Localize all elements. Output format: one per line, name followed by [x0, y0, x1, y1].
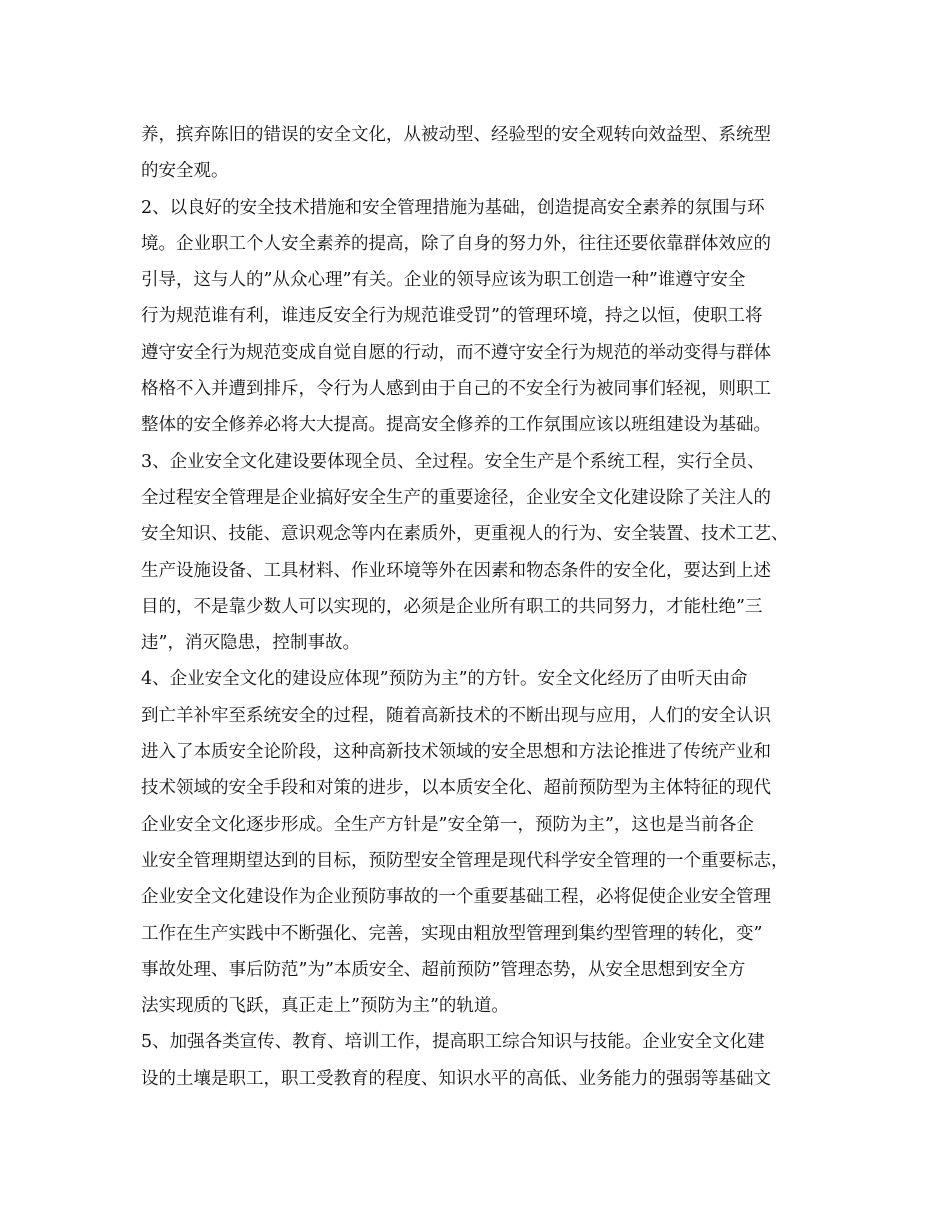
text-line: 全过程安全管理是企业搞好安全生产的重要途径，企业安全文化建设除了关注人的	[141, 487, 771, 508]
text-line: 到亡羊补牢至系统安全的过程，随着高新技术的不断出现与应用，人们的安全认识	[141, 705, 771, 726]
text-line: 法实现质的飞跃，真正走上”预防为主”的轨道。	[141, 996, 509, 1017]
text-line: 整体的安全修养必将大大提高。提高安全修养的工作氛围应该以班组建设为基础。	[141, 415, 771, 436]
text-line: 技术领域的安全手段和对策的进步，以本质安全化、超前预防型为主体特征的现代	[141, 778, 771, 799]
document-body	[141, 117, 831, 1097]
text-line: 4、企业安全文化的建设应体现”预防为主”的方针。安全文化经历了由听天由命	[141, 669, 748, 690]
text-line: 养，摈弃陈旧的错误的安全文化，从被动型、经验型的安全观转向效益型、系统型	[141, 125, 771, 145]
text-line: 境。企业职工个人安全素养的提高，除了自身的努力外，往往还要依靠群体效应的	[141, 233, 771, 254]
text-line: 5、加强各类宣传、教育、培训工作，提高职工综合知识与技能。企业安全文化建	[141, 1032, 765, 1053]
text-line: 事故处理、事后防范”为”本质安全、超前预防”管理态势，从安全思想到安全方	[141, 959, 746, 980]
text-line: 目的，不是靠少数人可以实现的，必须是企业所有职工的共同努力，才能杜绝”三	[141, 596, 763, 617]
text-line: 的安全观。	[141, 161, 229, 182]
text-line: 格格不入并遭到排斥，令行为人感到由于自己的不安全行为被同事们轻视，则职工	[141, 379, 771, 400]
text-line: 违”，消灭隐患，控制事故。	[141, 633, 360, 654]
text-line: 引导，这与人的”从众心理”有关。企业的领导应该为职工创造一种”谁遵守安全	[141, 270, 746, 291]
text-line: 安全知识、技能、意识观念等内在素质外，更重视人的行为、安全装置、技术工艺、	[141, 524, 789, 545]
text-line: 行为规范谁有利，谁违反安全行为规范谁受罚”的管理环境，持之以恒，使职工将	[141, 306, 763, 327]
text-line: 遵守安全行为规范变成自觉自愿的行动，而不遵守安全行为规范的举动变得与群体	[141, 342, 771, 363]
text-line: 3、企业安全文化建设要体现全员、全过程。安全生产是个系统工程，实行全员、	[141, 451, 765, 472]
text-line: 进入了本质安全论阶段，这种高新技术领域的安全思想和方法论推进了传统产业和	[141, 742, 771, 763]
text-line: 设的土壤是职工，职工受教育的程度、知识水平的高低、业务能力的强弱等基础文	[141, 1068, 771, 1089]
text-line: 2、以良好的安全技术措施和安全管理措施为基础，创造提高安全素养的氛围与环	[141, 197, 765, 218]
text-line: 生产设施设备、工具材料、作业环境等外在因素和物态条件的安全化，要达到上述	[141, 560, 771, 581]
text-line: 工作在生产实践中不断强化、完善，实现由粗放型管理到集约型管理的转化，变”	[141, 923, 763, 944]
text-line: 业安全管理期望达到的目标，预防型安全管理是现代科学安全管理的一个重要标志，	[141, 850, 789, 871]
text-line: 企业安全文化建设作为企业预防事故的一个重要基础工程，必将促使企业安全管理	[141, 887, 771, 908]
text-line: 企业安全文化逐步形成。全生产方针是”安全第一，预防为主”，这也是当前各企	[141, 814, 754, 835]
